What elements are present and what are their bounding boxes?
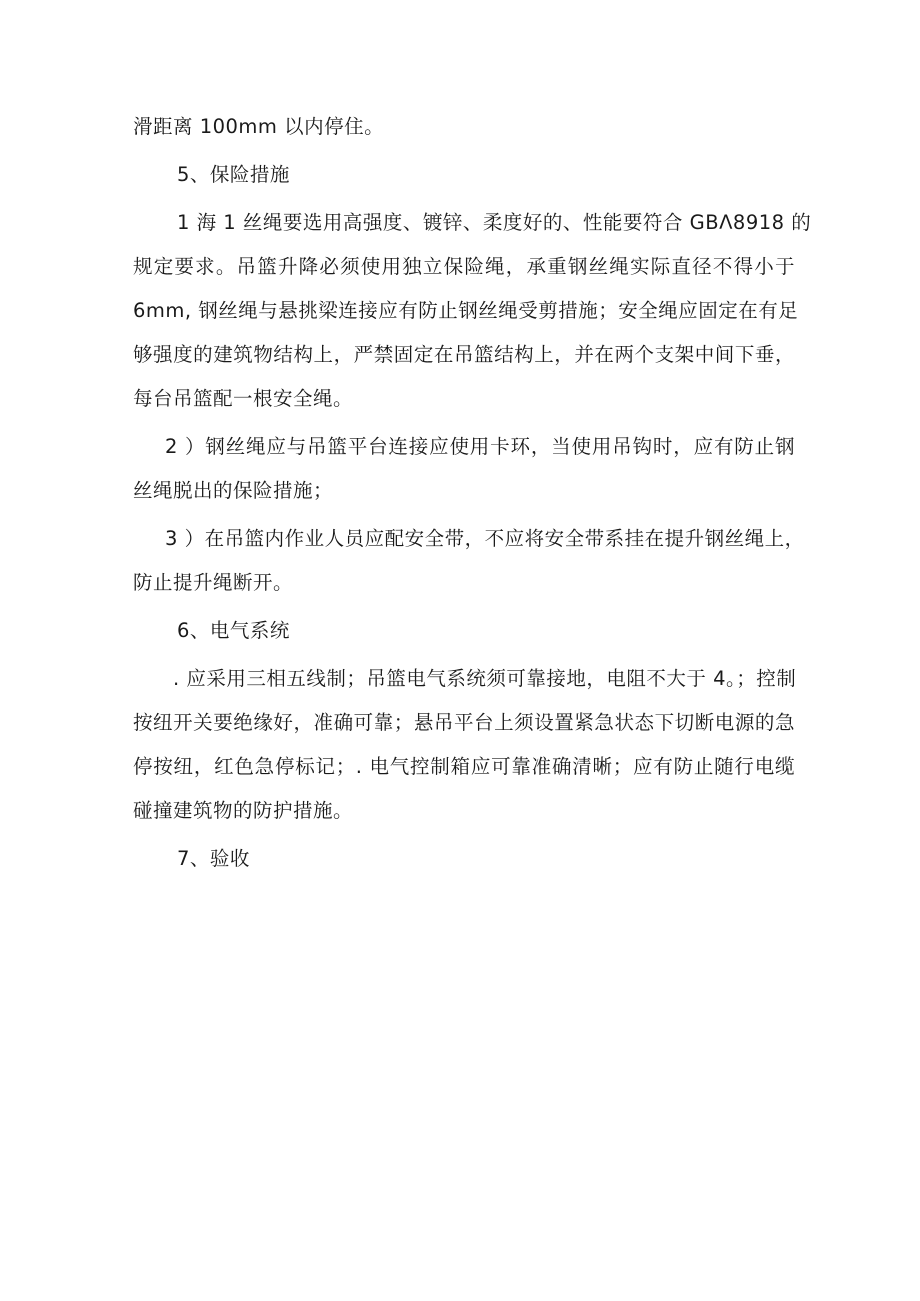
section-heading-acceptance: 7、验收: [177, 847, 250, 870]
paragraph-line: 停按纽，红色急停标记；. 电气控制箱应可靠准确清晰；应有防止随行电缆: [133, 755, 795, 778]
paragraph-line: 规定要求。吊篮升降必须使用独立保险绳，承重钢丝绳实际直径不得小于: [133, 255, 795, 278]
paragraph-line: 每台吊篮配一根安全绳。: [133, 387, 354, 410]
paragraph-line: 按纽开关要绝缘好，准确可靠；悬吊平台上须设置紧急状态下切断电源的急: [133, 711, 795, 734]
paragraph-line: 滑距离 100mm 以内停住。: [133, 115, 385, 138]
paragraph-line: 够强度的建筑物结构上，严禁固定在吊篮结构上，并在两个支架中间下垂，: [133, 343, 795, 366]
document-body: [133, 113, 812, 873]
paragraph-line: 3 ）在吊篮内作业人员应配安全带，不应将安全带系挂在提升钢丝绳上，: [165, 527, 805, 550]
paragraph-line: 2 ）钢丝绳应与吊篮平台连接应使用卡环，当使用吊钩时，应有防止钢: [165, 435, 795, 458]
paragraph-line: 6mm, 钢丝绳与悬挑梁连接应有防止钢丝绳受剪措施；安全绳应固定在有足: [133, 299, 799, 322]
paragraph-line: 碰撞建筑物的防护措施。: [133, 799, 354, 822]
paragraph-line: 丝绳脱出的保险措施；: [133, 479, 334, 502]
paragraph-line: 1 海 1 丝绳要选用高强度、镀锌、柔度好的、性能要符合 GBΛ8918 的: [177, 211, 812, 234]
paragraph-line: 防止提升绳断开。: [133, 571, 294, 594]
section-heading-insurance: 5、保险措施: [177, 163, 290, 186]
section-heading-electrical: 6、电气系统: [177, 619, 290, 642]
paragraph-line: . 应采用三相五线制；吊篮电气系统须可靠接地，电阻不大于 4。；控制: [173, 667, 797, 690]
